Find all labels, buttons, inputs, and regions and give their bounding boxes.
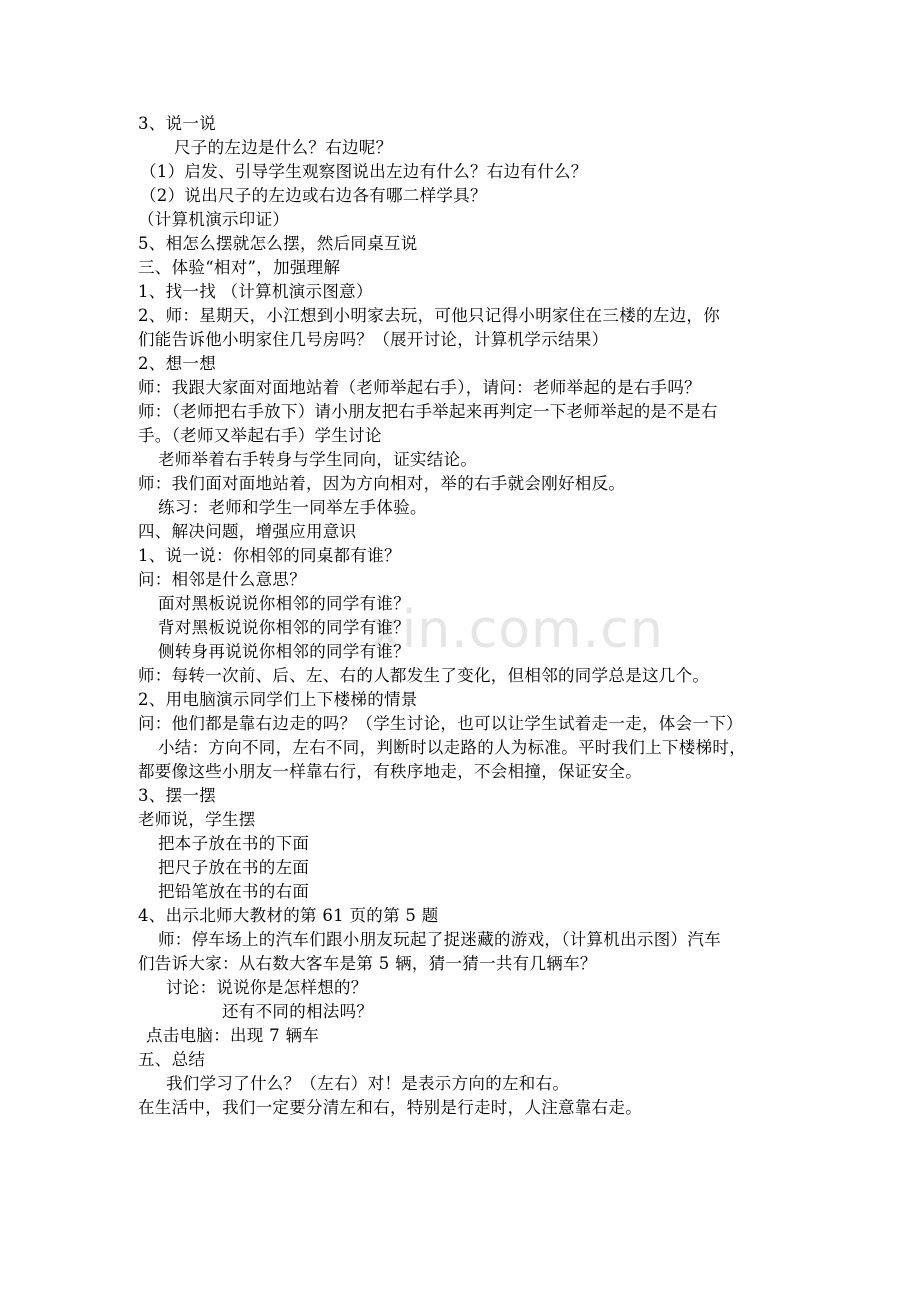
text-line: 1、找一找 （计算机演示图意） [138,282,373,301]
text-line: 师：我跟大家面对面地站着（老师举起右手），请问：老师举起的是右手吗？ [138,378,701,397]
watermark: xin.com.cn [370,600,664,660]
text-line: 3、说一说 [138,114,216,133]
text-line: （计算机演示印证） [138,210,290,229]
text-line: 1、说一说：你相邻的同桌都有谁？ [138,546,401,565]
text-line: 手。（老师又举起右手）学生讨论 [138,426,382,445]
text-line: 点击电脑：出现 7 辆车 [146,1026,320,1045]
text-line: 还有不同的相法吗？ [222,1002,374,1021]
section-heading: 四、解决问题，增强应用意识 [138,522,357,541]
text-line: 师：（老师把右手放下）请小朋友把右手举起来再判定一下老师举起的是不是右 [138,402,718,421]
text-line: 把尺子放在书的左面 [158,858,310,877]
text-line: 3、摆一摆 [138,786,216,805]
text-line: 师：停车场上的汽车们跟小朋友玩起了捉迷藏的游戏，（计算机出示图）汽车 [158,930,721,949]
text-line: 背对黑板说说你相邻的同学有谁？ [158,618,410,637]
text-line: 老师举着右手转身与学生同向，证实结论。 [158,450,478,469]
text-line: 讨论：说说你是怎样想的？ [166,978,368,997]
text-line: 面对黑板说说你相邻的同学有谁？ [158,594,410,613]
section-heading: 三、体验“相对”，加强理解 [138,258,341,277]
text-line: 老师说，学生摆 [138,810,256,829]
text-line: 小结：方向不同，左右不同，判断时以走路的人为标准。平时我们上下楼梯时， [158,738,746,757]
text-line: 4、出示北师大教材的第 61 页的第 5 题 [138,906,439,925]
text-line: 2、想一想 [138,354,216,373]
text-line: 们能告诉他小明家住几号房吗？（展开讨论，计算机学示结果） [138,330,609,349]
text-line: 都要像这些小朋友一样靠右行，有秩序地走，不会相撞，保证安全。 [138,762,642,781]
text-line: 们告诉大家：从右数大客车是第 5 辆，猜一猜一共有几辆车？ [138,954,597,973]
text-line: 2、用电脑演示同学们上下楼梯的情景 [138,690,418,709]
text-line: 练习：老师和学生一同举左手体验。 [158,498,427,517]
text-line: 5、相怎么摆就怎么摆，然后同桌互说 [138,234,418,253]
section-heading: 五、总结 [138,1050,206,1069]
text-line: （2）说出尺子的左边或右边各有哪二样学具？ [140,186,487,205]
text-line: 侧转身再说说你相邻的同学有谁？ [158,642,410,661]
text-line: 问：相邻是什么意思？ [138,570,306,589]
text-line: 师：每转一次前、后、左、右的人都发生了变化，但相邻的同学总是这几个。 [138,666,710,685]
text-line: 2、师：星期天，小江想到小明家去玩，可他只记得小明家住在三楼的左边，你 [138,306,720,325]
text-line: 把本子放在书的下面 [158,834,310,853]
text-line: 尺子的左边是什么？右边呢？ [174,138,393,157]
text-line: 问：他们都是靠右边走的吗？（学生讨论，也可以让学生试着走一走，体会一下） [138,714,743,733]
text-line: （1）启发、引导学生观察图说出左边有什么？右边有什么？ [140,162,588,181]
text-line: 把铅笔放在书的右面 [158,882,310,901]
text-line: 师：我们面对面地站着，因为方向相对，举的右手就会刚好相反。 [138,474,626,493]
text-line: 我们学习了什么？（左右）对！是表示方向的左和右。 [166,1074,570,1093]
text-line: 在生活中，我们一定要分清左和右，特别是行走时，人注意靠右走。 [138,1098,642,1117]
